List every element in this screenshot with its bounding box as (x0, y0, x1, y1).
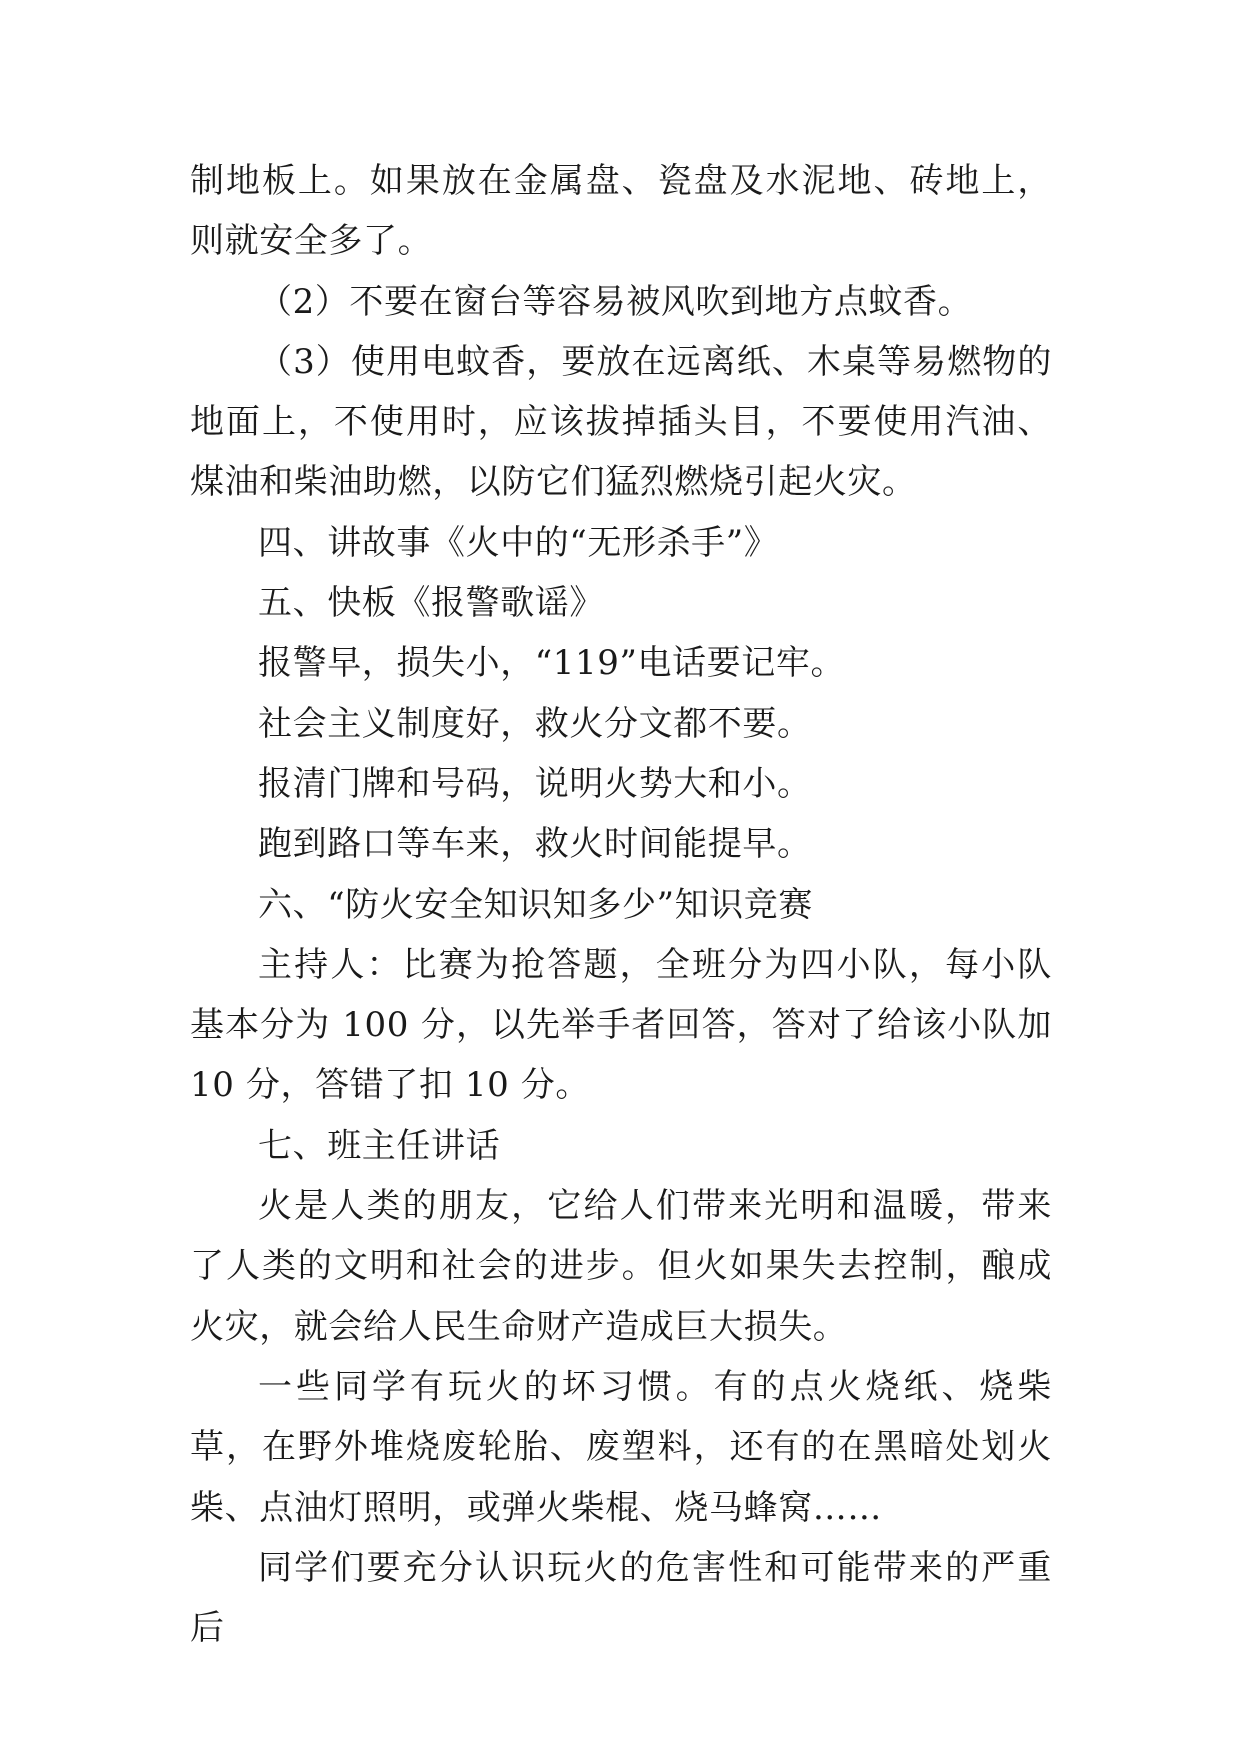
paragraph-host: 主持人：比赛为抢答题，全班分为四小队，每小队基本分为 100 分，以先举手者回答，答对了给该小队加 10 分，答错了扣 10 分。 (190, 944, 1052, 1106)
verse-line-1: 报警早，损失小，“119”电话要记牢。 (258, 643, 846, 684)
body-text (190, 151, 1052, 1658)
paragraph-teacher-2: 一些同学有玩火的坏习惯。有的点火烧纸、烧柴草，在野外堆烧废轮胎、废塑料，还有的在黑暗处划火柴、点油灯照明，或弹火柴棍、烧马蜂窝…… (190, 1366, 1052, 1528)
paragraph-1: 制地板上。如果放在金属盘、瓷盘及水泥地、砖地上，则就安全多了。 (190, 161, 1052, 262)
section-heading-story: 四、讲故事《火中的“无形杀手”》 (258, 522, 779, 563)
paragraph-teacher-1: 火是人类的朋友，它给人们带来光明和温暖，带来了人类的文明和社会的进步。但火如果失去控制，酿成火灾，就会给人民生命财产造成巨大损失。 (190, 1186, 1052, 1347)
section-heading-kuaiban: 五、快板《报警歌谣》 (258, 583, 604, 624)
paragraph-3: （3）使用电蚊香，要放在远离纸、木桌等易燃物的地面上，不使用时，应该拔掉插头目，不要使用汽油、煤油和柴油助燃，以防它们猛烈燃烧引起火灾。 (190, 341, 1052, 503)
verse-line-2: 社会主义制度好，救火分文都不要。 (258, 703, 812, 744)
verse-line-4: 跑到路口等车来，救火时间能提早。 (258, 824, 812, 865)
section-heading-teacher: 七、班主任讲话 (258, 1125, 501, 1166)
section-heading-quiz: 六、“防火安全知识知多少”知识竞赛 (258, 884, 813, 925)
paragraph-2: （2）不要在窗台等容易被风吹到地方点蚊香。 (258, 281, 973, 322)
paragraph-teacher-3: 同学们要充分认识玩火的危害性和可能带来的严重后 (190, 1547, 1052, 1649)
verse-line-3: 报清门牌和号码，说明火势大和小。 (258, 763, 812, 804)
